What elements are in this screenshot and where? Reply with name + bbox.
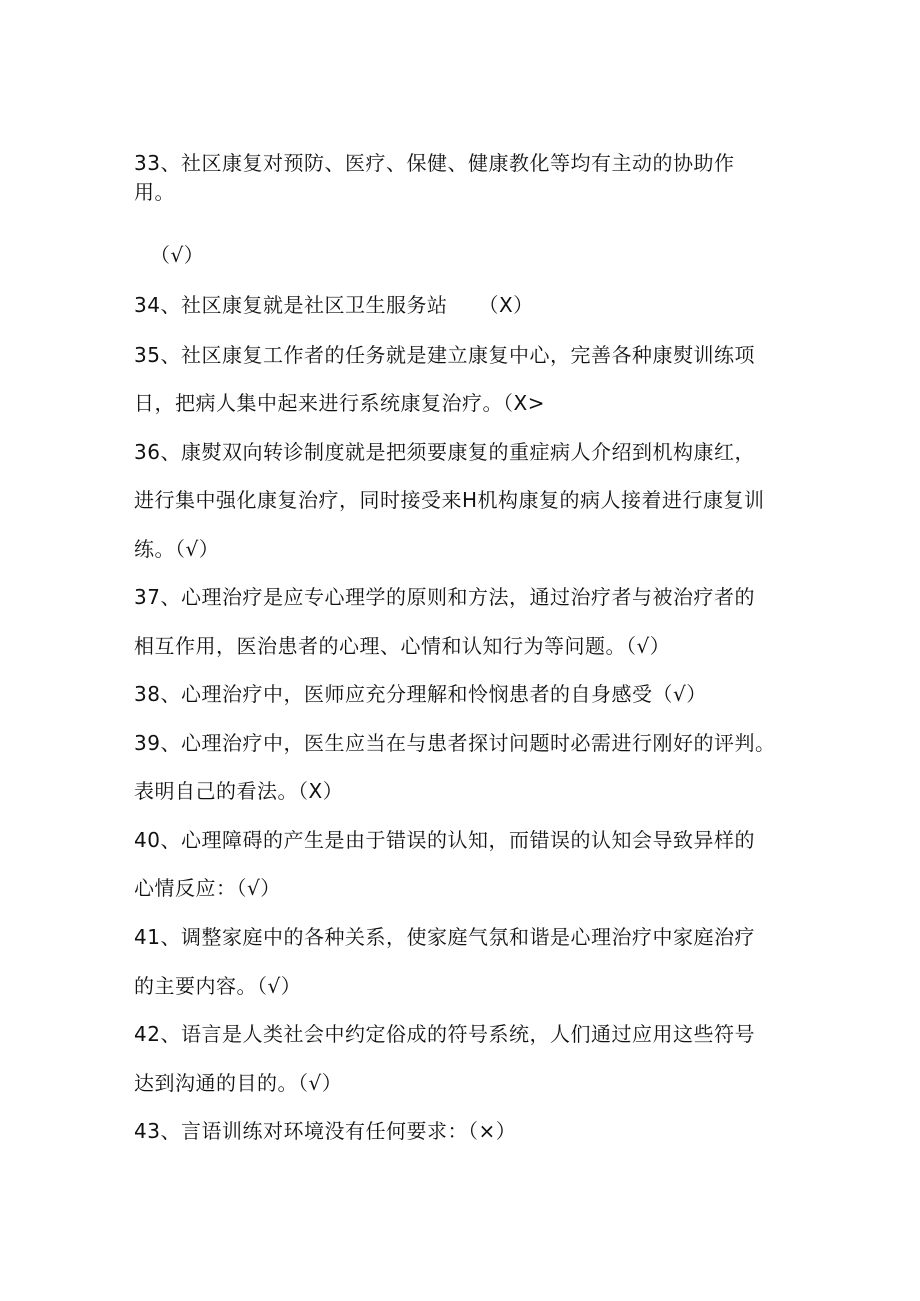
q34-line-1: 34、社区康复就是社区卫生服务站 （X）	[134, 293, 534, 317]
q33-line-1: 33、社区康复对预防、医疗、保健、健康教化等均有主动的协助作	[134, 151, 735, 175]
q33-answer: （√）	[150, 243, 205, 267]
q35-line-1: 35、社区康复工作者的任务就是建立康复中心，完善各种康熨训练项	[134, 343, 755, 367]
q36-line-3: 练。（√）	[134, 537, 220, 561]
q37-line-1: 37、心理治疗是应专心理学的原则和方法，通过治疗者与被治疗者的	[134, 585, 755, 609]
q38-line-1: 38、心理治疗中，医师应充分理解和怜悯患者的自身感受（√）	[134, 682, 707, 706]
q41-line-1: 41、调整家庭中的各种关系，使家庭气氛和谐是心理治疗中家庭治疗	[134, 925, 755, 949]
q39-line-1: 39、心理治疗中，医生应当在与患者探讨问题时必需进行刚好的评判。	[134, 731, 776, 755]
q40-line-1: 40、心理障碍的产生是由于错误的认知，而错误的认知会导致异样的	[134, 828, 755, 852]
q36-line-1: 36、康熨双向转诊制度就是把须要康复的重症病人介绍到机构康红，	[134, 440, 755, 464]
q35-line-2: 日，把病人集中起来进行系统康复治疗。（X>	[134, 391, 545, 415]
q41-line-2: 的主要内容。（√）	[134, 974, 302, 998]
q37-line-2: 相互作用，医治患者的心理、心情和认知行为等问题。（√）	[134, 634, 671, 658]
q33-line-2: 用。	[134, 180, 175, 204]
q36-line-2: 进行集中强化康复治疗，同时接受来H机构康复的病人接着进行康复训	[134, 488, 765, 512]
q39-line-2: 表明自己的看法。（X）	[134, 779, 344, 803]
q42-line-2: 达到沟通的目的。（√）	[134, 1071, 343, 1095]
q42-line-1: 42、语言是人类社会中约定俗成的符号系统，人们通过应用这些符号	[134, 1022, 755, 1046]
q43-line-1: 43、言语训练对环境没有任何要求：（×）	[134, 1119, 517, 1143]
q40-line-2: 心情反应：（√）	[134, 876, 281, 900]
